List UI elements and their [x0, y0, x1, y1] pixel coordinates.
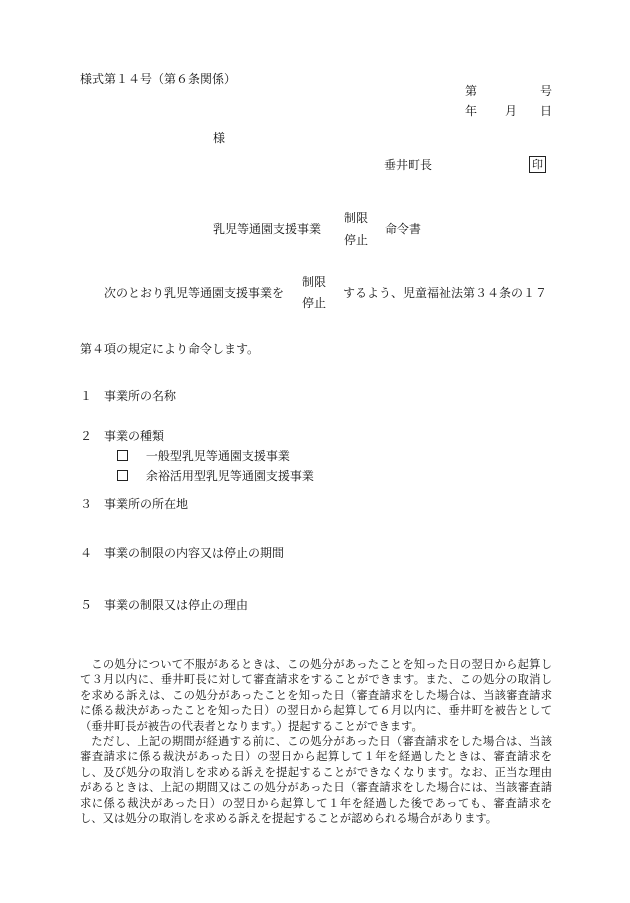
business-type-option[interactable]: [117, 469, 314, 483]
document-title: 乳児等通園支援事業: [213, 222, 322, 236]
number-suffix: 号: [540, 84, 553, 98]
body-line2: 第４項の規定により命令します。: [80, 342, 260, 356]
date-year: 年: [465, 104, 478, 118]
item-restriction-reason: 事業の制限又は停止の理由: [104, 598, 249, 612]
appeal-notice: [80, 657, 552, 826]
form-number: 様式第１４号（第６条関係）: [80, 72, 237, 86]
issuer-name: 垂井町長: [384, 158, 433, 172]
appeal-notice-para1: この処分について不服があるときは、この処分があったことを知った日の翌日から起算して３月以内に、垂井町長に対して審査請求をすることができます。また、この処分の取消しを求める訴えは、この処分があったことを知った日（審査請求をした場合は、当該審査請求に係る裁決があったことを知った日）の翌日から起算して６月以内に、垂井町を被告として（垂井町長が被告の代表者となります。）提起することができます。: [80, 658, 552, 733]
item-number: ５: [80, 598, 93, 612]
title-option-suspend: 停止: [344, 233, 369, 247]
item-number: ２: [80, 429, 93, 443]
title-option-restrict: 制限: [344, 211, 369, 225]
item-number: １: [80, 389, 93, 403]
number-prefix: 第: [465, 84, 478, 98]
item-business-type: 事業の種類: [104, 429, 165, 443]
body-line1-suffix: するよう、児童福祉法第３４条の１７: [343, 286, 548, 300]
item-number: ３: [80, 497, 93, 511]
business-type-surplus: 余裕活用型乳児等通園支援事業: [145, 469, 314, 483]
business-type-general: 一般型乳児等通園支援事業: [145, 449, 290, 463]
body-line1-prefix: 次のとおり乳児等通園支援事業を: [104, 286, 285, 300]
seal-mark: 印: [529, 156, 546, 173]
date-day: 日: [540, 104, 553, 118]
date-month: 月: [505, 104, 518, 118]
body-option-suspend: 停止: [302, 296, 327, 310]
item-number: ４: [80, 546, 93, 560]
item-facility-name: 事業所の名称: [104, 389, 177, 403]
item-restriction-content: 事業の制限の内容又は停止の期間: [104, 546, 285, 560]
item-facility-address: 事業所の所在地: [104, 497, 189, 511]
appeal-notice-para2: ただし、上記の期間が経過する前に、この処分があった日（審査請求をした場合は、当該審査請求に係る裁決があった日）の翌日から起算して１年を経過したときは、審査請求をし、及び処分の取消しを求める訴えを提起することができなくなります。なお、正当な理由があるときは、上記の期間又はこの処分があった日（審査請求をした場合には、当該審査請求に係る裁決があった日）の翌日から起算して１年を経過した後であっても、審査請求をし、又は処分の取消しを求める訴えを提起することが認められる場合があります。: [80, 735, 552, 826]
title-suffix: 命令書: [385, 222, 422, 236]
checkbox[interactable]: [117, 470, 128, 481]
checkbox[interactable]: [117, 450, 128, 461]
business-type-option[interactable]: [117, 449, 290, 463]
body-option-restrict: 制限: [302, 275, 327, 289]
addressee-suffix: 様: [213, 131, 226, 145]
